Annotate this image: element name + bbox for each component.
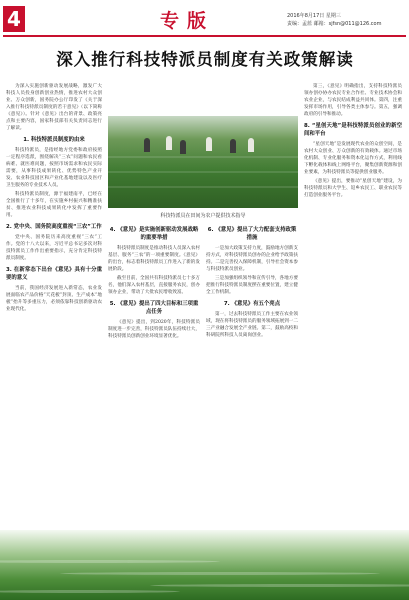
section-heading-8: 8. “星创天地”是科技特派员创业的新空间和平台: [304, 123, 402, 137]
column-1: [6, 83, 102, 523]
column-3: [206, 222, 298, 522]
section-heading-7: 7. 《意见》有五个亮点: [223, 301, 281, 307]
field-photo: [108, 116, 298, 208]
column-2: [108, 222, 200, 522]
paragraph: 《意见》提出，到2020年，科技特派员制度进一步完善，科技特派员队伍持续壮大，科技特派员创新创业环境显著优化。: [108, 320, 200, 339]
article-headline: 深入推行科技特派员制度有关政策解读: [56, 50, 354, 69]
paragraph: 科技特派员制度，源于福建南平，已经在全国推行了十多年，在实施乡村振兴和精准扶贫、推进农业科技成果转化中发挥了重要作用。: [6, 192, 102, 218]
paragraph: 党中央、国务院历来高度重视“三农”工作。党的十八大以来，习近平总书记多次对科技特派员工作作出重要指示，充分肯定科技特派员制度。: [6, 235, 102, 261]
section-heading-5: 5. 《意见》提出了四大目标和三项重点任务: [109, 301, 199, 315]
intro-paragraph: 为深入实施创新驱动发展战略，激发广大科技人员投身创新创业热情，推进农村大众创业、万众创新，国务院办公厅印发了《关于深入推行科技特派员制度的若干意见》（以下简称《意见》）。针对《意见》出台的背景、政策亮点和主要内容，国家科技部有关负责同志进行了解读。: [6, 84, 102, 131]
editor-info: 责编：孟蓝 邮箱：sjfsn@011@126.com: [287, 21, 382, 27]
column-4: [304, 83, 402, 523]
section-heading-4: 4. 《意见》是实施创新驱动发展战略的重要举措: [109, 227, 199, 241]
paragraph: 科技特派员，是指经地方党委和政府按照一定程序选派，围绕解决“三农”问题和农民看病难、就医难问题，按照市场需求和农民实际需要，从事科技成果转化、优势特色产业开发、农业科技园区和产业化基地建设以及医疗卫生服务的专业技术人员。: [6, 148, 102, 188]
paragraph: 当前，我国经济发展进入新常态，农业发展面临农产品价格“天花板”封顶、生产成本“地板”抬升等多重压力，必须依靠科技创新驱动农业现代化。: [6, 286, 102, 312]
section-heading-1: 1. 科技特派员制度的由来: [23, 137, 85, 143]
paragraph: 第一，过去科技特派员工作主要在农业领域，现在将科技特派员的服务领域拓展到一二三产业融合发展全产业链。第二，鼓励高校和科研院所科技人员离岗创业。: [206, 312, 298, 338]
issue-date: 2016年8月17日 星期三: [287, 13, 341, 19]
photo-caption: 科技特派员在田间为农户提供技术指导: [160, 213, 246, 219]
paragraph: 第三，《意见》明确指出，支持科技特派员领办创办协办农民专业合作社、专业技术协会和农业企业，与农民结成利益共同体。第四，注重发挥市场作用，引导各类主体参与。第五，强调政府的引导和推动。: [304, 84, 402, 117]
section-title: 专版: [160, 10, 215, 32]
page-number-badge: 4: [3, 6, 25, 32]
header-rule: [3, 35, 406, 37]
section-heading-3: 3. 在新常态下出台《意见》具有十分重要的意义: [6, 267, 102, 281]
paragraph: 《意见》提出，要推动“星创天地”建设，为科技特派员和大学生、返乡农民工、职业农民等打造创业服务平台。: [304, 179, 402, 198]
page-header: [0, 0, 409, 36]
paragraph: 三是加强组织领导和宣传引导，各地方要把推行科技特派员制度摆在重要位置，建立健全工作机制。: [206, 276, 298, 295]
paragraph: 一是加大政策支持力度，鼓励地方创新支持方式，对科技特派员创办的企业给予政策扶持。二是完善投入保障机制，引导社会资本参与科技特派员创业。: [206, 246, 298, 272]
section-heading-2: 2. 党中央、国务院高度重视“三农”工作: [6, 224, 102, 230]
paragraph: “星创天地”是发展现代农业的众创空间，是农村大众创业、万众创新的有效载体。通过市场化机制、专业化服务和资本化运作方式，利用线下孵化载体和线上网络平台，聚集创新资源和创业要素，为科技特派员等提供创业服务。: [304, 142, 402, 175]
paragraph: 科技特派员制度是推动科技人员深入农村基层、服务“三农”的一项重要制度。《意见》的出台，标志着科技特派员工作进入了新的发展阶段。: [108, 246, 200, 272]
paragraph: 截至目前，全国共有科技特派员七十多万名，他们深入农村基层，直接服务农民，创办领办企业，带动了大批农民增收致富。: [108, 276, 200, 295]
section-heading-6: 6. 《意见》提出了大力配套支持政策措施: [207, 227, 297, 241]
farmland-banner-image: [0, 530, 409, 600]
